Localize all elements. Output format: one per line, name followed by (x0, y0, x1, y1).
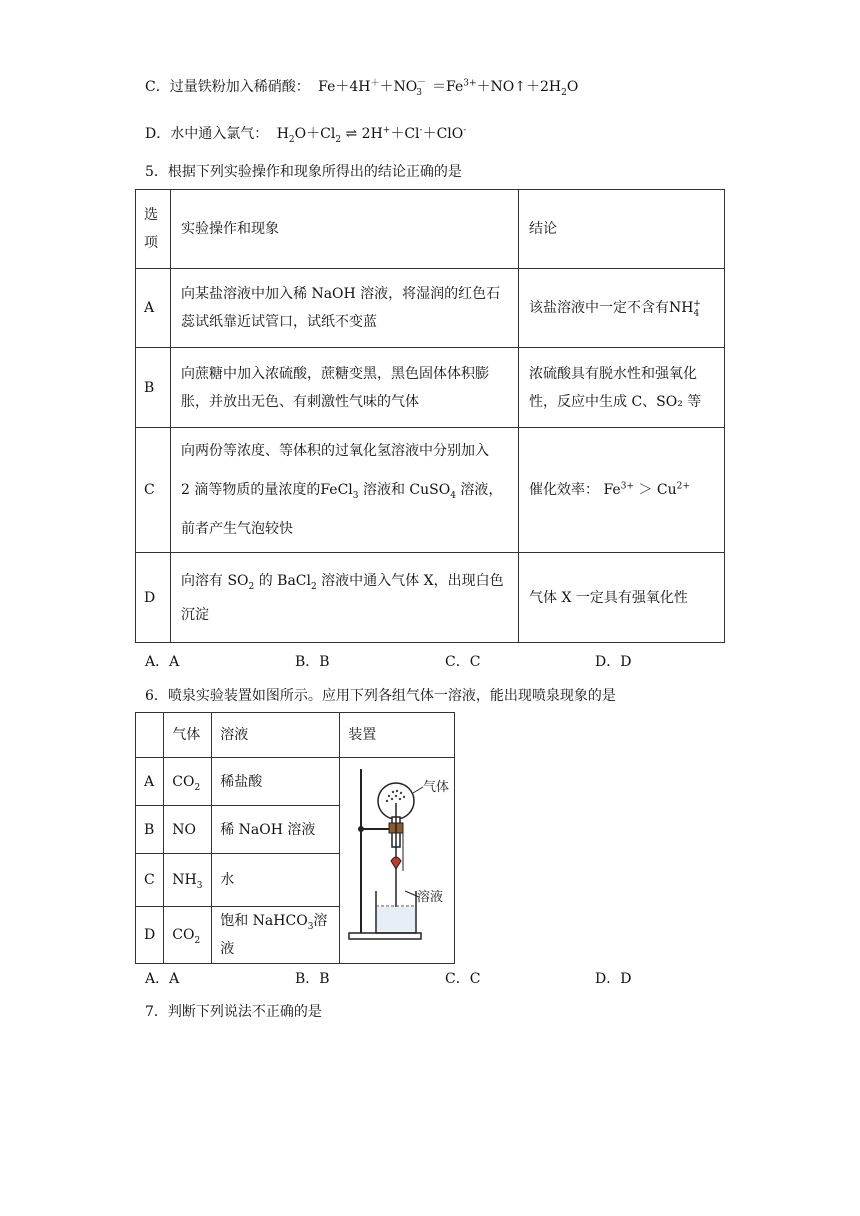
row-operation: 向某盐溶液中加入稀 NaOH 溶液，将湿润的红色石蕊试纸靠近试管口，试纸不变蓝 (171, 269, 519, 348)
table-row (136, 713, 455, 758)
option-c[interactable]: C．C (445, 971, 481, 987)
row-key: B (136, 806, 164, 854)
option-b[interactable]: B．B (295, 971, 330, 987)
diagram-gas-label: 气体 (423, 779, 450, 795)
row-conclusion: 浓硫酸具有脱水性和强氧化性，反应中生成 C、SO₂ 等 (519, 348, 725, 428)
row-key: C (136, 428, 171, 553)
option-a[interactable]: A．A (145, 654, 180, 670)
q4-option-d (145, 124, 466, 144)
row-solution: 稀盐酸 (212, 758, 340, 806)
row-conclusion: 催化效率： $Fe^{3+} > Cu^{2+}$ (519, 428, 725, 553)
option-a[interactable]: A．A (145, 971, 180, 987)
row-conclusion: 该盐溶液中一定不含有$NH_4^+$ (519, 269, 725, 348)
table-row (136, 190, 725, 269)
table-row (136, 348, 725, 428)
row-conclusion: 气体 X 一定具有强氧化性 (519, 553, 725, 643)
row-key: A (136, 269, 171, 348)
q4-d-label: D．水中通入氯气： (145, 126, 269, 142)
row-gas: NO (164, 806, 212, 854)
option-b[interactable]: B．B (295, 654, 330, 670)
q5-table (135, 189, 725, 643)
row-key: D (136, 907, 164, 964)
row-operation: 向溶有 $SO_2$ 的 BaCl$_2$ 溶液中通入气体 X，出现白色 沉淀 (171, 553, 519, 643)
q7-stem: 7．判断下列说法不正确的是 (145, 1004, 322, 1020)
q6-stem: 6．喷泉实验装置如图所示。应用下列各组气体一溶液，能出现喷泉现象的是 (145, 688, 616, 704)
q5-stem: 5．根据下列实验操作和现象所得出的结论正确的是 (145, 164, 462, 180)
row-solution: 稀 NaOH 溶液 (212, 806, 340, 854)
header-option: 选项 (136, 190, 171, 269)
q4-d-equation: $H_2O+Cl_2$ ⇌ 2H+＋Cl-＋ClO- (276, 125, 467, 145)
table-row (136, 428, 725, 553)
header-conclusion: 结论 (519, 190, 725, 269)
row-gas: $CO_2$ (164, 907, 212, 964)
diagram-solution-label: 溶液 (417, 889, 444, 905)
header-solution: 溶液 (212, 713, 340, 758)
row-operation: 向两份等浓度、等体积的过氧化氢溶液中分别加入 2 滴等物质的量浓度的FeCl$_3$ 溶液和 CuSO$_4$ 溶液， 前者产生气泡较快 (171, 428, 519, 553)
header-apparatus: 装置 (340, 713, 455, 758)
row-gas: $CO_2$ (164, 758, 212, 806)
header-operation: 实验操作和现象 (171, 190, 519, 269)
q6-table (135, 712, 455, 964)
row-operation: 向蔗糖中加入浓硫酸，蔗糖变黑，黑色固体体积膨胀，并放出无色、有刺激性气味的气体 (171, 348, 519, 428)
row-solution: 饱和 NaHCO$_3$溶液 (212, 907, 340, 964)
option-c[interactable]: C．C (445, 654, 481, 670)
row-key: A (136, 758, 164, 806)
table-row (136, 553, 725, 643)
option-d[interactable]: D．D (595, 654, 632, 670)
apparatus-cell (340, 758, 455, 964)
header-key (136, 713, 164, 758)
q4-option-c (145, 77, 578, 97)
row-gas: $NH_3$ (164, 854, 212, 907)
header-gas: 气体 (164, 713, 212, 758)
option-d[interactable]: D．D (595, 971, 632, 987)
q5-options (145, 651, 745, 671)
fountain-apparatus-diagram (341, 761, 453, 951)
q4-c-label: C．过量铁粉加入稀硝酸： (145, 79, 310, 95)
row-key: B (136, 348, 171, 428)
q6-options (145, 968, 745, 988)
table-row (136, 758, 455, 806)
row-solution: 水 (212, 854, 340, 907)
row-key: D (136, 553, 171, 643)
table-row (136, 269, 725, 348)
q4-c-equation: $Fe+4H^++NO_3^-$ $=Fe^{3+}+NO↑+2H_2O$ (318, 78, 579, 98)
row-key: C (136, 854, 164, 907)
